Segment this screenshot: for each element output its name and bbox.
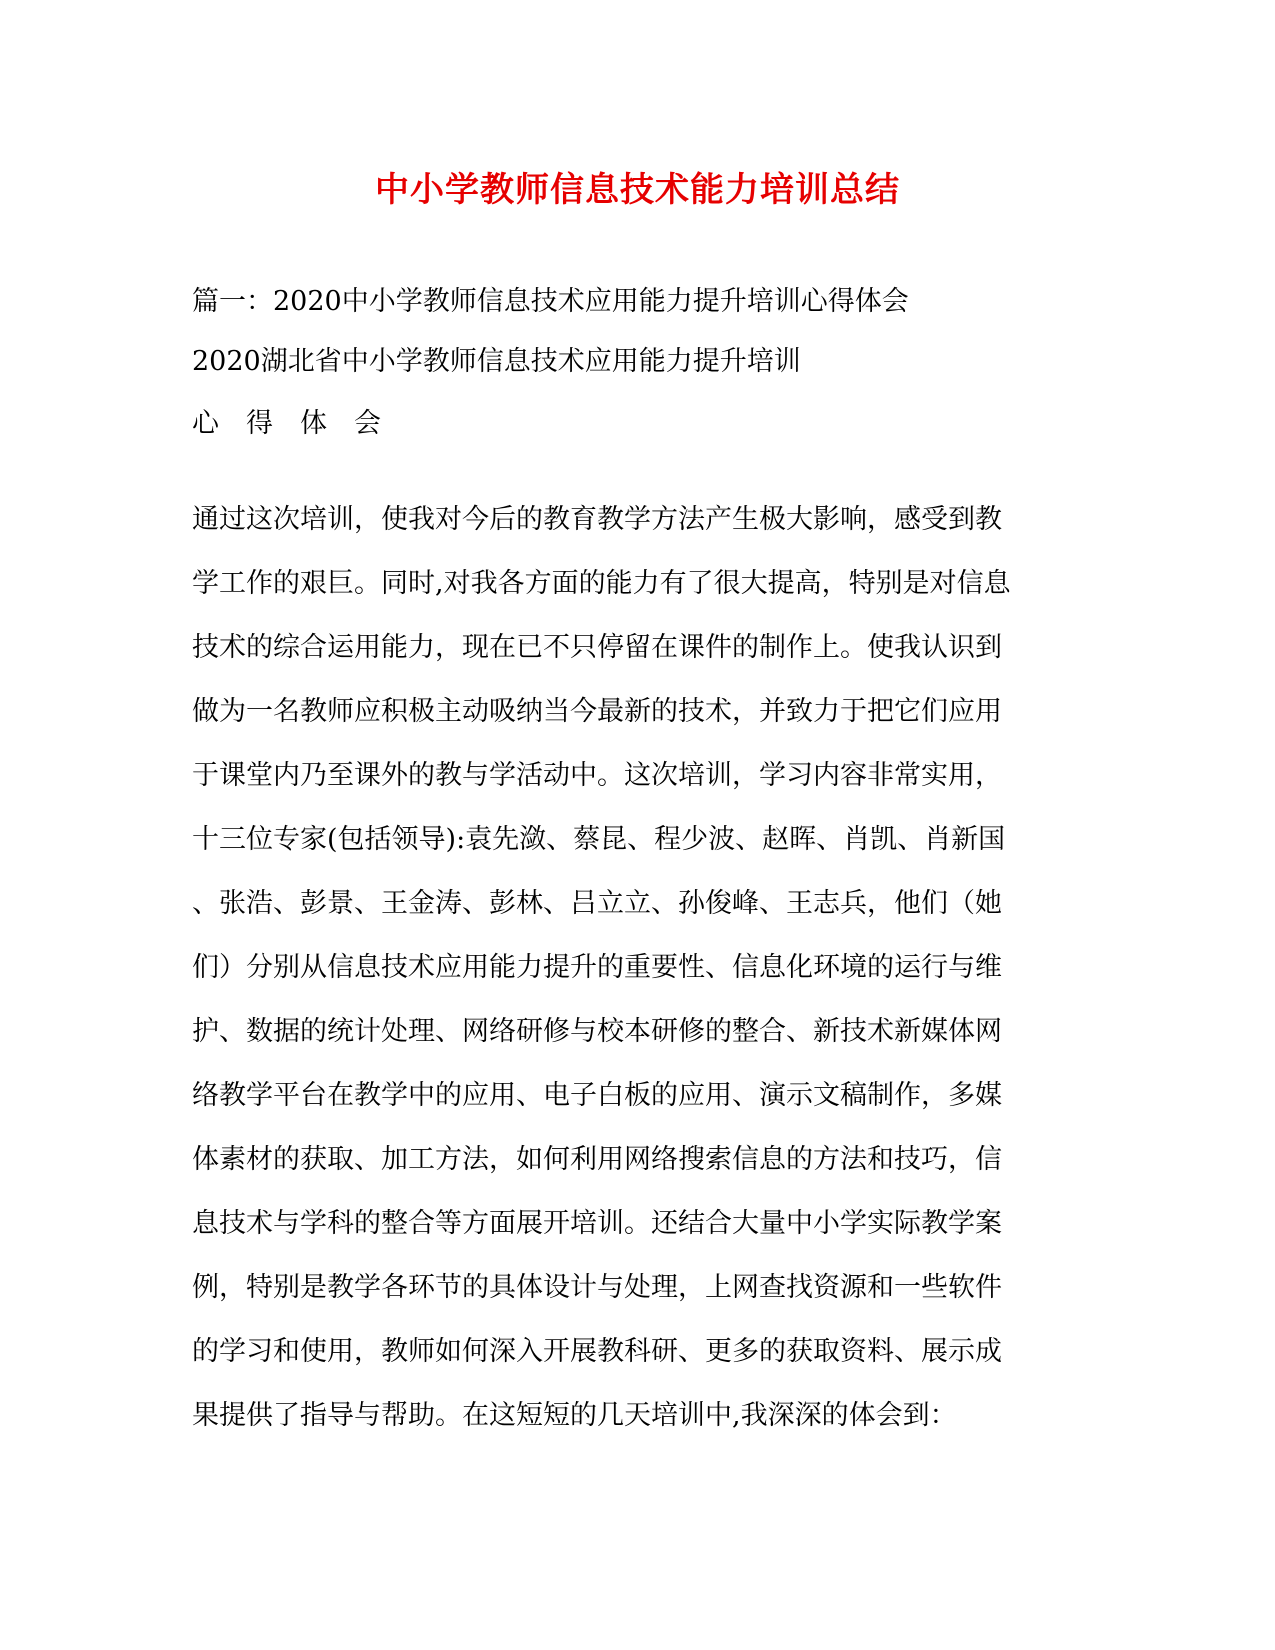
- body-line: 果提供了指导与帮助。在这短短的几天培训中,我深深的体会到：: [192, 1400, 957, 1431]
- subheading: 2020湖北省中小学教师信息技术应用能力提升培训: [192, 346, 801, 377]
- body-line: 络教学平台在教学中的应用、电子白板的应用、演示文稿制作，多媒: [192, 1080, 1002, 1111]
- body-line: 息技术与学科的整合等方面展开培训。还结合大量中小学实际教学案: [192, 1208, 1002, 1239]
- body-line: 十三位专家(包括领导):袁先潋、蔡昆、程少波、赵晖、肖凯、肖新国: [192, 824, 1006, 855]
- body-line: 体素材的获取、加工方法，如何利用网络搜索信息的方法和技巧，信: [192, 1144, 1002, 1175]
- section-heading: 篇一：2020中小学教师信息技术应用能力提升培训心得体会: [192, 286, 909, 317]
- body-paragraph: [192, 488, 1092, 1448]
- body-line: 们）分别从信息技术应用能力提升的重要性、信息化环境的运行与维: [192, 952, 1002, 983]
- body-line: 于课堂内乃至课外的教与学活动中。这次培训，学习内容非常实用，: [192, 760, 1002, 791]
- body-line: 、张浩、彭景、王金涛、彭林、吕立立、孙俊峰、王志兵，他们（她: [192, 888, 1002, 919]
- body-line: 护、数据的统计处理、网络研修与校本研修的整合、新技术新媒体网: [192, 1016, 1002, 1047]
- body-line: 的学习和使用，教师如何深入开展教科研、更多的获取资料、展示成: [192, 1336, 1002, 1367]
- body-line: 技术的综合运用能力，现在已不只停留在课件的制作上。使我认识到: [192, 632, 1002, 663]
- body-line: 通过这次培训，使我对今后的教育教学方法产生极大影响，感受到教: [192, 504, 1002, 535]
- body-line: 做为一名教师应积极主动吸纳当今最新的技术，并致力于把它们应用: [192, 696, 1002, 727]
- experience-label: 心 得 体 会: [192, 408, 381, 439]
- document-title: 中小学教师信息技术能力培训总结: [375, 170, 900, 210]
- body-line: 例，特别是教学各环节的具体设计与处理，上网查找资源和一些软件: [192, 1272, 1002, 1303]
- body-line: 学工作的艰巨。同时,对我各方面的能力有了很大提高，特别是对信息: [192, 568, 1011, 599]
